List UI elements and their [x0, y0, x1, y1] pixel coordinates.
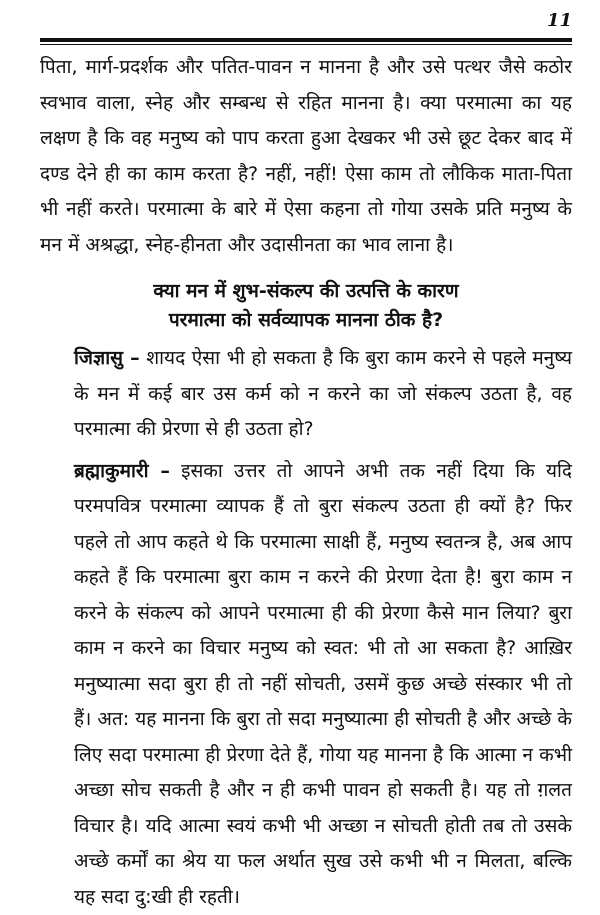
page-content [40, 50, 572, 915]
dialogue-text-jigyasu: शायद ऐसा भी हो सकता है कि बुरा काम करने से पहले मनुष्य के मन में कई बार उस कर्म को न करने का जो संकल्प उठता है, वह परमात्मा की प्रेरणा से ही उठता हो? [74, 347, 572, 440]
header-rule-thin [40, 44, 572, 45]
section-heading-line-2: परमात्मा को सर्वव्यापक मानना ठीक है? [40, 306, 572, 335]
speaker-jigyasu: जिज्ञासु – [74, 347, 140, 369]
dialogue-jigyasu [40, 341, 572, 448]
section-heading [40, 277, 572, 335]
speaker-brahmakumari: ब्रह्माकुमारी – [74, 460, 170, 482]
dialogue-brahmakumari [40, 454, 572, 915]
intro-paragraph: पिता, मार्ग-प्रदर्शक और पतित-पावन न मानना है और उसे पत्थर जैसे कठोर स्वभाव वाला, स्नेह और सम्बन्ध से रहित मानना है। क्या परमात्मा का यह लक्षण है कि वह मनुष्य को पाप करता हुआ देखकर भी उसे छूट देकर बाद में दण्ड देने ही का काम करता है? नहीं, नहीं! ऐसा काम तो लौकिक माता-पिता भी नहीं करते। परमात्मा के बारे में ऐसा कहना तो गोया उसके प्रति मनुष्य के मन में अश्रद्धा, स्नेह-हीनता और उदासीनता का भाव लाना है। [40, 50, 572, 263]
section-heading-line-1: क्या मन में शुभ-संकल्प की उत्पत्ति के कारण [40, 277, 572, 306]
dialogue-text-brahmakumari: इसका उत्तर तो आपने अभी तक नहीं दिया कि यदि परमपवित्र परमात्मा व्यापक हैं तो बुरा संकल्प उठता ही क्यों है? फिर पहले तो आप कहते थे कि परमात्मा साक्षी हैं, मनुष्य स्वतन्त्र है, अब आप कहते हैं कि परमात्मा बुरा काम न करने की प्रेरणा देता है! बुरा काम न करने के संकल्प को आपने परमात्मा ही की प्रेरणा कैसे मान लिया? बुरा काम न करने का विचार मनुष्य को स्वत: भी तो आ सकता है? आख़िर मनुष्यात्मा सदा बुरा ही तो नहीं सोचती, उसमें कुछ अच्छे संस्कार भी तो हैं। अत: यह मानना कि बुरा तो सदा मनुष्यात्मा ही सोचती है और अच्छे के लिए सदा परमात्मा ही प्रेरणा देते हैं, गोया यह मानना है कि आत्मा न कभी अच्छा सोच सकती है और न ही कभी पावन हो सकती है। यह तो ग़लत विचार है। यदि आत्मा स्वयं कभी भी अच्छा न सोचती होती तब तो उसके अच्छे कर्मों का श्रेय या फल अर्थात सुख उसे कभी भी न मिलता, बल्कि यह सदा दु:खी ही रहती। [74, 460, 572, 908]
header-rule [40, 38, 572, 42]
page-number: 11 [547, 10, 572, 31]
